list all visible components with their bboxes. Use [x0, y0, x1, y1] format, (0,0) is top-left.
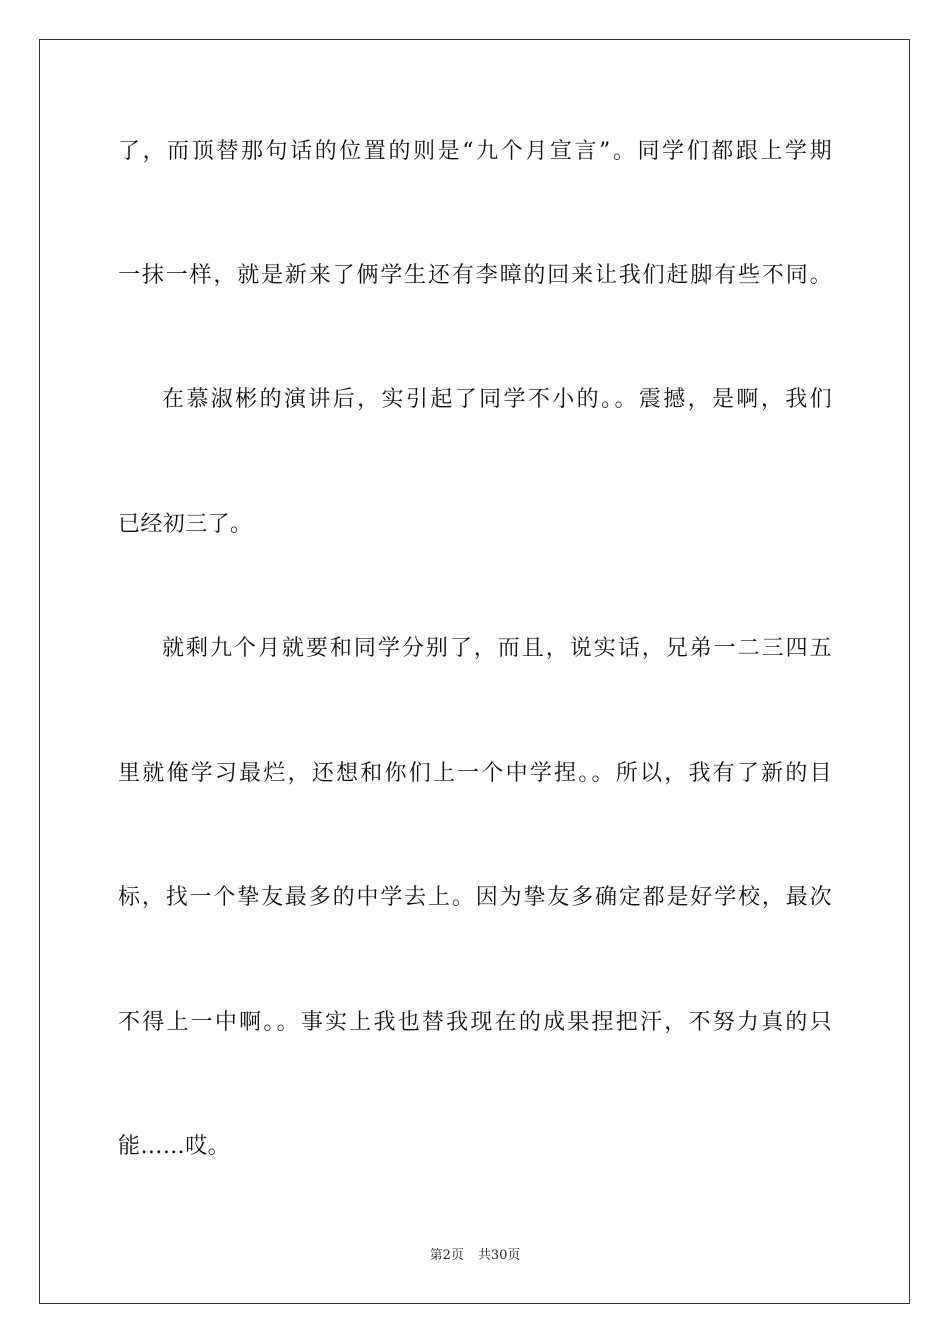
body-line-1: 了，而顶替那句话的位置的则是“九个月宣言”。同学们都跟上学期 [118, 139, 832, 164]
body-line-4: 已经初三了。 [118, 512, 253, 537]
body-line-2: 一抹一样，就是新来了俩学生还有李暲的回来让我们赶脚有些不同。 [118, 263, 832, 288]
body-line-6: 里就俺学习最烂，还想和你们上一个中学捏。。所以，我有了新的目 [118, 761, 832, 786]
page-number: 第2页 [429, 1248, 464, 1263]
body-line-8: 不得上一中啊。。事实上我也替我现在的成果捏把汗，不努力真的只 [118, 1010, 832, 1035]
page-border [39, 39, 910, 1304]
body-line-5: 就剩九个月就要和同学分别了，而且，说实话，兄弟一二三四五 [162, 636, 832, 661]
total-pages: 共30页 [477, 1248, 521, 1263]
body-line-7: 标，找一个挚友最多的中学去上。因为挚友多确定都是好学校，最次 [118, 885, 832, 910]
page-footer [0, 1247, 950, 1265]
body-line-3: 在慕淑彬的演讲后，实引起了同学不小的。。震撼，是啊，我们 [162, 387, 832, 412]
body-line-9: 能……哎。 [118, 1134, 231, 1159]
